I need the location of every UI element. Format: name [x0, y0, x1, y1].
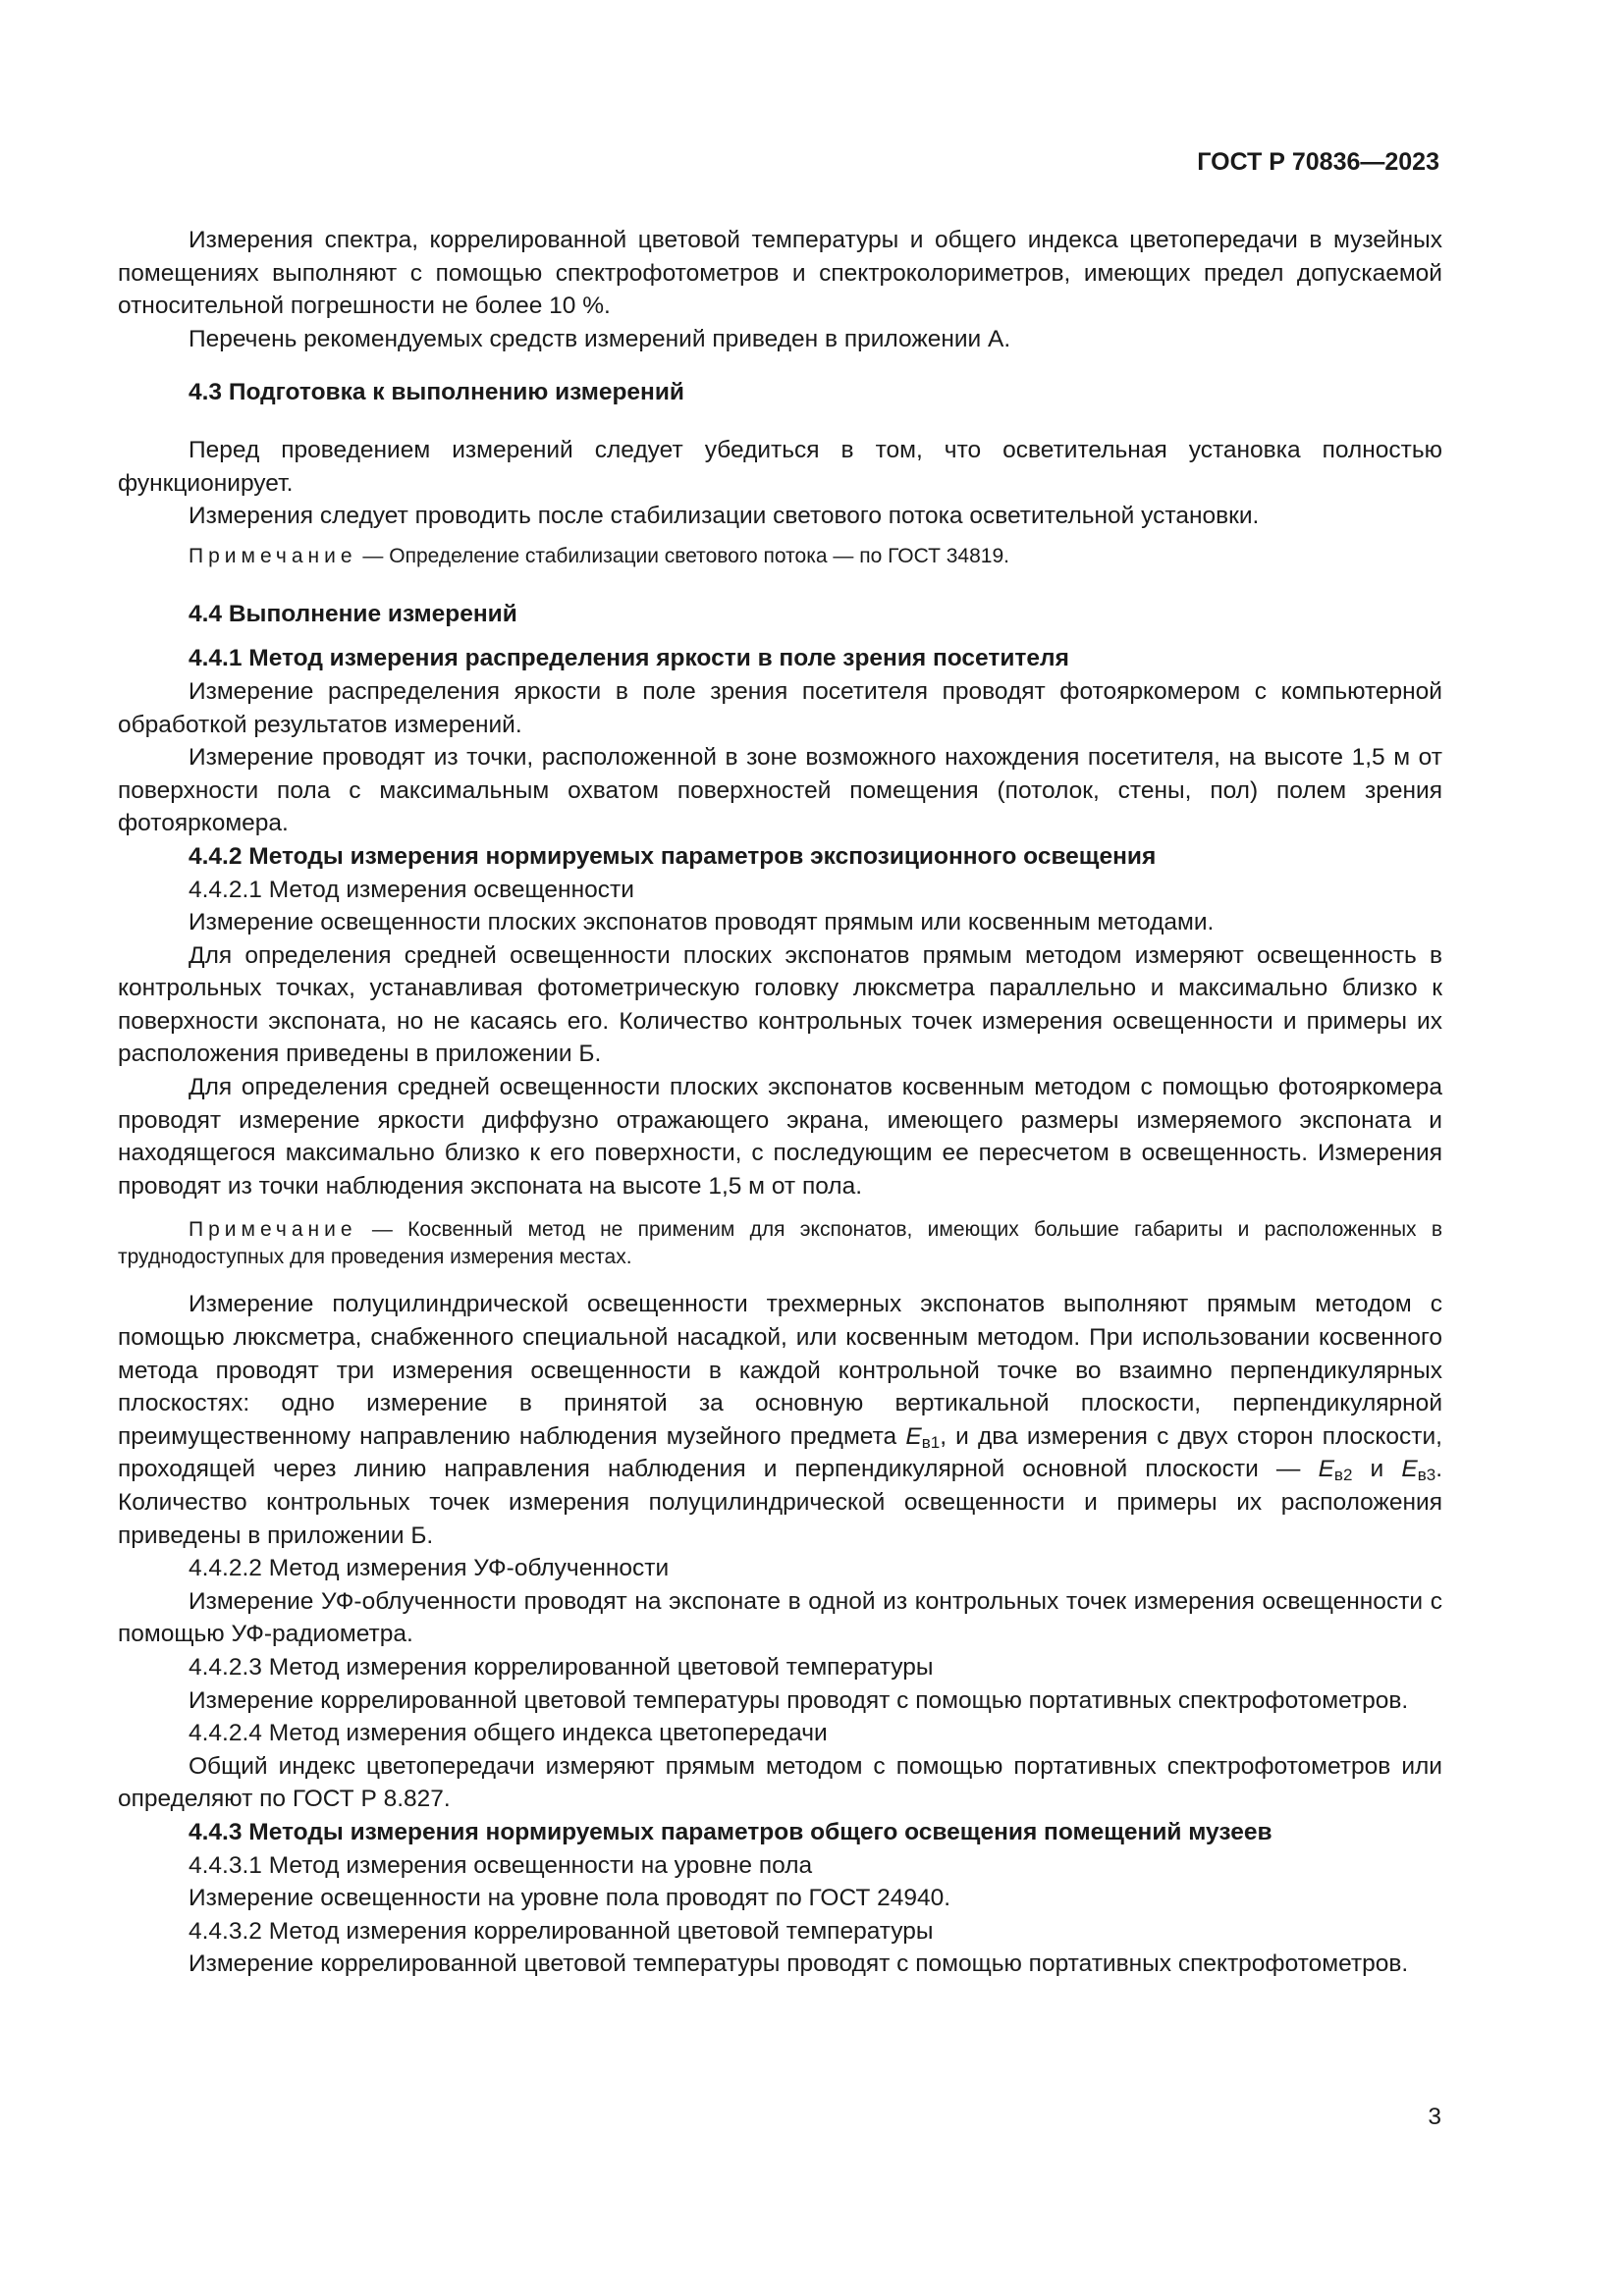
paragraph-indirect-method: Для определения средней освещенности плоских экспонатов косвенным методом с помощью фотояркомера проводят измерение яркости диффузно отражающего экрана, имеющего размеры измеряемого экспоната и находящегося максимально близко к его поверхности, с последующим ее пересчетом в освещенность. Измерения проводят из точки наблюдения экспоната на высоте 1,5 м от пола.: [118, 1074, 1442, 1200]
paragraph-general-color-temperature: Измерение коррелированной цветовой температуры проводят с помощью портативных спектрофотометров.: [189, 1950, 1409, 1978]
paragraph-luminance-distribution: Измерение распределения яркости в поле зрения посетителя проводят фотояркомером с компьютерной обработкой результатов измерений.: [118, 677, 1442, 738]
document-code-header: ГОСТ Р 70836—2023: [1197, 148, 1439, 176]
paragraph-preparation-stabilization: Измерения следует проводить после стабилизации светового потока осветительной установки.: [189, 503, 1260, 530]
paragraph-illuminance-methods: Измерение освещенности плоских экспонатов проводят прямым или косвенным методами.: [189, 909, 1215, 936]
paragraph-preparation-check: Перед проведением измерений следует убедиться в том, что осветительная установка полностью функционирует.: [118, 436, 1442, 497]
note-indirect-method: [118, 1216, 1442, 1271]
clause-heading-4-4-2-2: 4.4.2.2 Метод измерения УФ-облученности: [189, 1555, 670, 1582]
section-heading-4-3: 4.3 Подготовка к выполнению измерений: [189, 379, 684, 406]
paragraph-color-temperature: Измерение коррелированной цветовой температуры проводят с помощью портативных спектрофотометров.: [189, 1686, 1409, 1714]
paragraph-uv-irradiance: Измерение УФ-облученности проводят на экспонате в одной из контрольных точек измерения освещенности с помощью УФ-радиометра.: [118, 1587, 1442, 1648]
paragraph-color-rendering-index: Общий индекс цветопередачи измеряют прямым методом с помощью портативных спектрофотометров или определяют по ГОСТ Р 8.827.: [118, 1752, 1442, 1813]
symbol-e-v2: $E_{в2}$: [1318, 1456, 1353, 1485]
document-body: [118, 224, 1442, 1981]
paragraph-semicylindrical-illuminance: Измерение полуцилиндрической освещенности трехмерных экспонатов выполняют прямым методом с помощью люксметра, снабженного специальной насадкой, или косвенным методом. При использовании косвенного метода проводят три измерения освещенности в каждой контрольной точке во взаимно перпендикулярных плоскостях: одно измерение в принятой за основную вертикальной плоскости, перпендикулярной преимущественному направлению наблюдения музейного предмета $E_{в1}$, и два измерения с двух сторон плоскости, проходящей через линию направления наблюдения и перпендикулярной основной плоскости — $E_{в2}$ и $E_{в3}$. Количество контрольных точек измерения полуцилиндрической освещенности и примеры их расположения приведены в приложении Б.: [118, 1291, 1442, 1549]
note-text: — Определение стабилизации светового потока — по ГОСТ 34819.: [356, 544, 1009, 567]
note-text: — Косвенный метод не применим для экспонатов, имеющих большие габариты и расположенных в труднодоступных для проведения измерения местах.: [118, 1218, 1442, 1269]
paragraph-measuring-instruments: Измерения спектра, коррелированной цветовой температуры и общего индекса цветопередачи в музейных помещениях выполняют с помощью спектрофотометров и спектроколориметров, имеющих предел допускаемой относительной погрешности не более 10 %.: [118, 227, 1442, 320]
symbol-e-v3: $E_{в3}$: [1401, 1456, 1436, 1485]
paragraph-instruments-list-reference: Перечень рекомендуемых средств измерений приведен в приложении А.: [189, 325, 1011, 352]
clause-heading-4-4-3-1: 4.4.3.1 Метод измерения освещенности на уровне пола: [189, 1851, 813, 1879]
symbol-e-v1: $E_{в1}$: [905, 1422, 941, 1452]
clause-heading-4-4-2-3: 4.4.2.3 Метод измерения коррелированной цветовой температуры: [189, 1653, 934, 1681]
paragraph-direct-method: Для определения средней освещенности плоских экспонатов прямым методом измеряют освещенность в контрольных точках, устанавливая фотометрическую головку люксметра параллельно и максимально близко к поверхности экспоната, но не касаясь его. Количество контрольных точек измерения освещенности и примеры их расположения приведены в приложении Б.: [118, 941, 1442, 1068]
clause-heading-4-4-2-1: 4.4.2.1 Метод измерения освещенности: [189, 876, 634, 903]
note-label: Примечание: [189, 544, 357, 567]
section-heading-4-4: 4.4 Выполнение измерений: [189, 600, 517, 627]
subsection-heading-4-4-3: 4.4.3 Методы измерения нормируемых параметров общего освещения помещений музеев: [189, 1818, 1272, 1845]
subsection-heading-4-4-2: 4.4.2 Методы измерения нормируемых параметров экспозиционного освещения: [189, 842, 1157, 870]
paragraph-floor-illuminance: Измерение освещенности на уровне пола проводят по ГОСТ 24940.: [189, 1885, 951, 1912]
clause-heading-4-4-3-2: 4.4.3.2 Метод измерения коррелированной цветовой температуры: [189, 1917, 934, 1945]
page-number: 3: [1428, 2104, 1441, 2130]
note-label: Примечание: [189, 1218, 357, 1242]
note-stabilization: [118, 543, 1442, 570]
paragraph-measurement-point: Измерение проводят из точки, расположенной в зоне возможного нахождения посетителя, на высоте 1,5 м от поверхности пола с максимальным охватом поверхностей помещения (потолок, стены, пол) полем зрения фотояркомера.: [118, 744, 1442, 837]
subsection-heading-4-4-1: 4.4.1 Метод измерения распределения яркости в поле зрения посетителя: [189, 645, 1069, 672]
clause-heading-4-4-2-4: 4.4.2.4 Метод измерения общего индекса цветопередачи: [189, 1720, 828, 1747]
